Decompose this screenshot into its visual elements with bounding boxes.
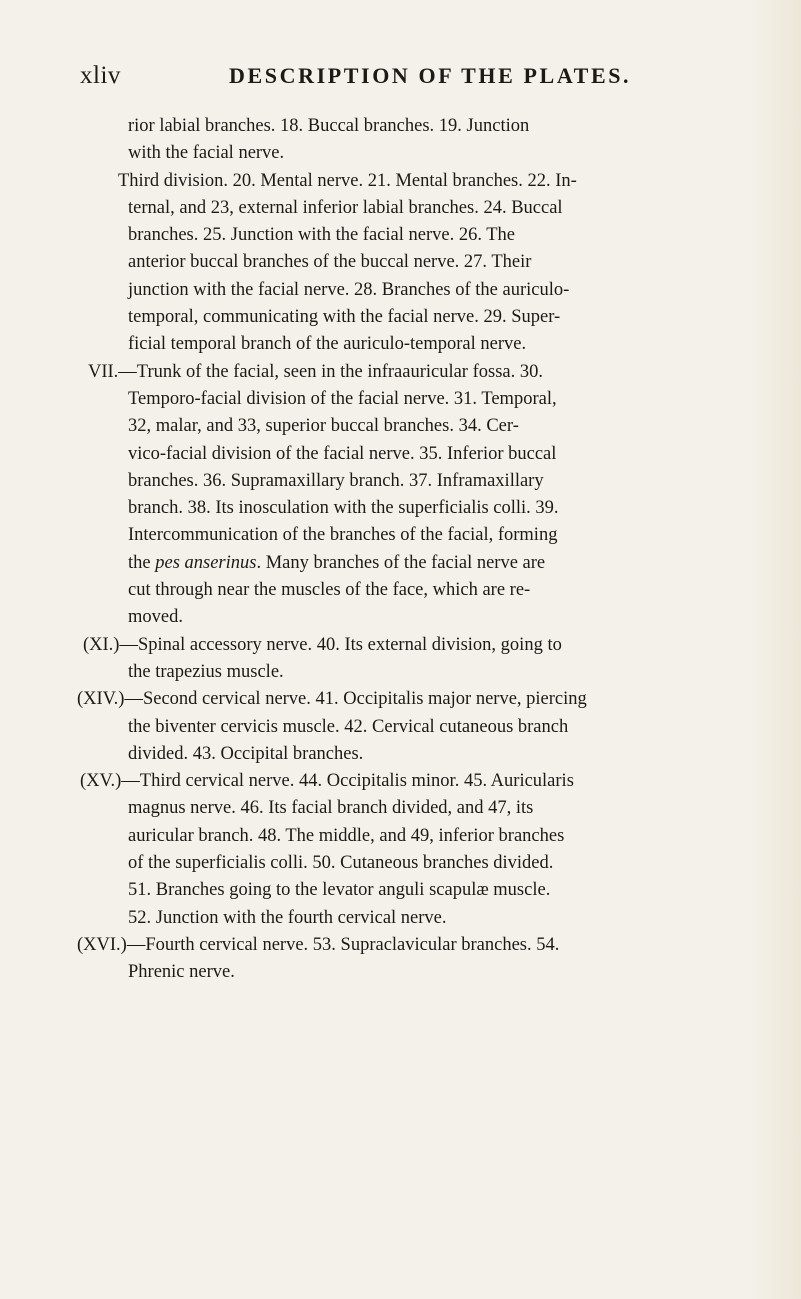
text-line: branch. 38. Its inosculation with the superficialis colli. 39. — [128, 498, 559, 519]
italic-term: pes anserinus — [155, 552, 257, 573]
text-line: vico-facial division of the facial nerve. 35. Inferior buccal — [128, 443, 557, 464]
text-line: rior labial branches. 18. Buccal branches. 19. Junction — [128, 116, 530, 136]
text-line: auricular branch. 48. The middle, and 49, inferior branches — [128, 825, 565, 846]
running-head — [80, 62, 760, 94]
text-line: 51. Branches going to the levator anguli scapulæ muscle. — [128, 880, 551, 901]
text-line: of the superficialis colli. 50. Cutaneous branches divided. — [128, 853, 554, 874]
text-line: branches. 25. Junction with the facial nerve. 26. The — [128, 225, 516, 246]
entry-line-xv: (XV.)—Third cervical nerve. 44. Occipitalis minor. 45. Auricularis — [80, 771, 574, 792]
text-line: Phrenic nerve. — [128, 962, 235, 983]
entry-line-vii: VII.—Trunk of the facial, seen in the infraauricular fossa. 30. — [88, 361, 543, 382]
text-line: 52. Junction with the fourth cervical nerve. — [128, 907, 447, 928]
text-line — [128, 550, 768, 577]
text-line: 32, malar, and 33, superior buccal branches. 34. Cer- — [128, 416, 519, 437]
text-segment: the — [128, 552, 156, 573]
text-line: junction with the facial nerve. 28. Branches of the auriculo- — [128, 279, 570, 300]
text-line: the biventer cervicis muscle. 42. Cervical cutaneous branch — [128, 716, 569, 737]
text-line: ficial temporal branch of the auriculo-temporal nerve. — [128, 334, 527, 355]
text-line: cut through near the muscles of the face, which are re- — [128, 580, 531, 601]
paragraph-heading-line: Third division. 20. Mental nerve. 21. Mental branches. 22. In- — [118, 170, 577, 191]
text-line: Intercommunication of the branches of the facial, forming — [128, 525, 558, 546]
text-line: moved. — [128, 607, 183, 628]
page-edge-discoloration — [751, 0, 801, 1299]
page-number: xliv — [80, 62, 121, 89]
text-line: temporal, communicating with the facial nerve. 29. Super- — [128, 307, 561, 328]
entry-line-xvi: (XVI.)—Fourth cervical nerve. 53. Supraclavicular branches. 54. — [77, 934, 560, 955]
text-line: branches. 36. Supramaxillary branch. 37. Inframaxillary — [128, 470, 544, 491]
text-line: magnus nerve. 46. Its facial branch divided, and 47, its — [128, 798, 534, 819]
body-text — [77, 113, 768, 987]
running-title: DESCRIPTION OF THE PLATES. — [229, 63, 632, 88]
text-line: ternal, and 23, external inferior labial branches. 24. Buccal — [128, 197, 563, 218]
text-line: with the facial nerve. — [128, 143, 285, 164]
text-line: Temporo-facial division of the facial nerve. 31. Temporal, — [128, 388, 557, 409]
entry-line-xi: (XI.)—Spinal accessory nerve. 40. Its external division, going to — [83, 634, 562, 655]
entry-line-xiv: (XIV.)—Second cervical nerve. 41. Occipitalis major nerve, piercing — [77, 689, 587, 710]
text-line: the trapezius muscle. — [128, 661, 284, 682]
text-line: divided. 43. Occipital branches. — [128, 743, 364, 764]
text-segment: . Many branches of the facial nerve are — [256, 552, 546, 573]
text-line: anterior buccal branches of the buccal nerve. 27. Their — [128, 252, 532, 273]
